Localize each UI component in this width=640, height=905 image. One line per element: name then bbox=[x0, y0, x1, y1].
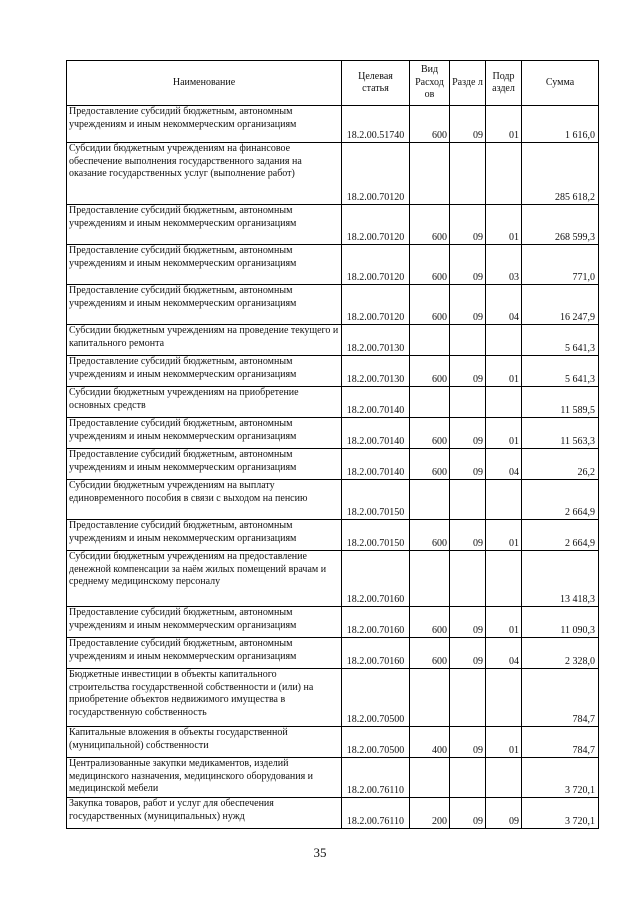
header-amount: Сумма bbox=[522, 61, 599, 106]
table-row bbox=[67, 143, 599, 205]
row-amount: 784,7 bbox=[522, 727, 599, 758]
row-name: Предоставление субсидий бюджетным, автономным учреждениям и иным некоммерческим организациям bbox=[67, 418, 342, 449]
row-amount: 268 599,3 bbox=[522, 205, 599, 245]
header-name: Наименование bbox=[67, 61, 342, 106]
row-name: Субсидии бюджетным учреждениям на проведение текущего и капитального ремонта bbox=[67, 325, 342, 356]
row-section: 09 bbox=[450, 205, 486, 245]
header-section: Разде л bbox=[450, 61, 486, 106]
table-row bbox=[67, 727, 599, 758]
row-subsection bbox=[486, 480, 522, 520]
row-target: 18.2.00.70140 bbox=[342, 449, 410, 480]
row-name: Предоставление субсидий бюджетным, автономным учреждениям и иным некоммерческим организациям bbox=[67, 106, 342, 143]
row-amount: 11 589,5 bbox=[522, 387, 599, 418]
header-subsection: Подр аздел bbox=[486, 61, 522, 106]
row-expense: 600 bbox=[410, 356, 450, 387]
row-target: 18.2.00.70130 bbox=[342, 356, 410, 387]
row-name: Субсидии бюджетным учреждениям на предоставление денежной компенсации за наём жилых помещений врачам и среднему медицинскому персоналу bbox=[67, 551, 342, 607]
row-target: 18.2.00.70120 bbox=[342, 143, 410, 205]
row-amount: 3 720,1 bbox=[522, 798, 599, 829]
row-name: Предоставление субсидий бюджетным, автономным учреждениям и иным некоммерческим организациям bbox=[67, 356, 342, 387]
row-expense bbox=[410, 325, 450, 356]
row-target: 18.2.00.70140 bbox=[342, 418, 410, 449]
row-section bbox=[450, 758, 486, 798]
row-subsection: 04 bbox=[486, 285, 522, 325]
row-target: 18.2.00.70120 bbox=[342, 205, 410, 245]
row-section: 09 bbox=[450, 638, 486, 669]
row-expense bbox=[410, 758, 450, 798]
row-expense: 600 bbox=[410, 418, 450, 449]
table-row bbox=[67, 205, 599, 245]
row-amount: 2 328,0 bbox=[522, 638, 599, 669]
row-expense: 200 bbox=[410, 798, 450, 829]
row-section: 09 bbox=[450, 449, 486, 480]
row-expense: 400 bbox=[410, 727, 450, 758]
row-expense: 600 bbox=[410, 106, 450, 143]
row-target: 18.2.00.70150 bbox=[342, 480, 410, 520]
table-row bbox=[67, 245, 599, 285]
table-header-row bbox=[67, 61, 599, 106]
row-name: Субсидии бюджетным учреждениям на приобретение основных средств bbox=[67, 387, 342, 418]
row-amount: 26,2 bbox=[522, 449, 599, 480]
row-amount: 784,7 bbox=[522, 669, 599, 727]
row-name: Предоставление субсидий бюджетным, автономным учреждениям и иным некоммерческим организациям bbox=[67, 607, 342, 638]
row-subsection: 04 bbox=[486, 638, 522, 669]
row-name: Предоставление субсидий бюджетным, автономным учреждениям и иным некоммерческим организациям bbox=[67, 638, 342, 669]
row-name: Предоставление субсидий бюджетным, автономным учреждениям и иным некоммерческим организациям bbox=[67, 245, 342, 285]
row-section: 09 bbox=[450, 727, 486, 758]
row-subsection: 09 bbox=[486, 798, 522, 829]
row-subsection: 01 bbox=[486, 106, 522, 143]
row-section: 09 bbox=[450, 798, 486, 829]
table-row bbox=[67, 356, 599, 387]
row-section bbox=[450, 143, 486, 205]
row-amount: 2 664,9 bbox=[522, 520, 599, 551]
row-target: 18.2.00.76110 bbox=[342, 798, 410, 829]
row-name: Субсидии бюджетным учреждениям на финансовое обеспечение выполнения государственного задания на оказание государственных услуг (выполнение работ) bbox=[67, 143, 342, 205]
row-name: Централизованные закупки медикаментов, изделий медицинского назначения, медицинского оборудования и медицинской мебели bbox=[67, 758, 342, 798]
row-amount: 5 641,3 bbox=[522, 325, 599, 356]
row-section: 09 bbox=[450, 520, 486, 551]
row-expense: 600 bbox=[410, 245, 450, 285]
row-section: 09 bbox=[450, 285, 486, 325]
row-section: 09 bbox=[450, 607, 486, 638]
row-amount: 5 641,3 bbox=[522, 356, 599, 387]
row-amount: 16 247,9 bbox=[522, 285, 599, 325]
table-row bbox=[67, 551, 599, 607]
table-row bbox=[67, 758, 599, 798]
table-row bbox=[67, 638, 599, 669]
row-amount: 13 418,3 bbox=[522, 551, 599, 607]
row-subsection bbox=[486, 669, 522, 727]
table-row bbox=[67, 418, 599, 449]
row-expense bbox=[410, 551, 450, 607]
row-target: 18.2.00.70120 bbox=[342, 245, 410, 285]
row-expense bbox=[410, 143, 450, 205]
row-expense: 600 bbox=[410, 638, 450, 669]
row-expense: 600 bbox=[410, 285, 450, 325]
row-subsection bbox=[486, 758, 522, 798]
row-expense: 600 bbox=[410, 205, 450, 245]
row-name: Предоставление субсидий бюджетным, автономным учреждениям и иным некоммерческим организациям bbox=[67, 520, 342, 551]
row-target: 18.2.00.70130 bbox=[342, 325, 410, 356]
row-subsection: 01 bbox=[486, 418, 522, 449]
row-name: Предоставление субсидий бюджетным, автономным учреждениям и иным некоммерческим организациям bbox=[67, 205, 342, 245]
header-target: Целевая статья bbox=[342, 61, 410, 106]
row-amount: 2 664,9 bbox=[522, 480, 599, 520]
row-target: 18.2.00.70500 bbox=[342, 727, 410, 758]
row-expense: 600 bbox=[410, 607, 450, 638]
row-section bbox=[450, 325, 486, 356]
row-subsection bbox=[486, 143, 522, 205]
row-subsection bbox=[486, 325, 522, 356]
row-target: 18.2.00.70160 bbox=[342, 638, 410, 669]
row-name: Капитальные вложения в объекты государственной (муниципальной) собственности bbox=[67, 727, 342, 758]
table-row bbox=[67, 607, 599, 638]
row-target: 18.2.00.70150 bbox=[342, 520, 410, 551]
row-amount: 11 563,3 bbox=[522, 418, 599, 449]
row-subsection: 04 bbox=[486, 449, 522, 480]
row-expense: 600 bbox=[410, 449, 450, 480]
table-row bbox=[67, 669, 599, 727]
row-expense: 600 bbox=[410, 520, 450, 551]
table-row bbox=[67, 325, 599, 356]
row-name: Субсидии бюджетным учреждениям на выплату единовременного пособия в связи с выходом на пенсию bbox=[67, 480, 342, 520]
row-expense bbox=[410, 480, 450, 520]
row-section bbox=[450, 387, 486, 418]
table-row bbox=[67, 285, 599, 325]
row-target: 18.2.00.70160 bbox=[342, 607, 410, 638]
row-target: 18.2.00.76110 bbox=[342, 758, 410, 798]
row-subsection bbox=[486, 387, 522, 418]
row-target: 18.2.00.70120 bbox=[342, 285, 410, 325]
header-expense: Вид Расход ов bbox=[410, 61, 450, 106]
row-section bbox=[450, 669, 486, 727]
row-name: Предоставление субсидий бюджетным, автономным учреждениям и иным некоммерческим организациям bbox=[67, 285, 342, 325]
row-subsection: 01 bbox=[486, 520, 522, 551]
row-section: 09 bbox=[450, 356, 486, 387]
row-subsection: 01 bbox=[486, 727, 522, 758]
table-row bbox=[67, 798, 599, 829]
table-row bbox=[67, 480, 599, 520]
row-subsection: 03 bbox=[486, 245, 522, 285]
page-number: 35 bbox=[313, 845, 327, 860]
row-amount: 285 618,2 bbox=[522, 143, 599, 205]
row-amount: 1 616,0 bbox=[522, 106, 599, 143]
budget-document bbox=[66, 60, 598, 829]
row-section bbox=[450, 480, 486, 520]
row-subsection: 01 bbox=[486, 356, 522, 387]
row-subsection: 01 bbox=[486, 205, 522, 245]
row-amount: 3 720,1 bbox=[522, 758, 599, 798]
row-name: Бюджетные инвестиции в объекты капитального строительства государственной собственности и (или) на приобретение объектов недвижимого имущества в государственную собственность bbox=[67, 669, 342, 727]
row-expense bbox=[410, 387, 450, 418]
row-target: 18.2.00.51740 bbox=[342, 106, 410, 143]
table-row bbox=[67, 106, 599, 143]
row-target: 18.2.00.70160 bbox=[342, 551, 410, 607]
row-section: 09 bbox=[450, 418, 486, 449]
table-row bbox=[67, 520, 599, 551]
row-amount: 11 090,3 bbox=[522, 607, 599, 638]
row-name: Закупка товаров, работ и услуг для обеспечения государственных (муниципальных) нужд bbox=[67, 798, 342, 829]
table-row bbox=[67, 387, 599, 418]
table-row bbox=[67, 449, 599, 480]
row-target: 18.2.00.70140 bbox=[342, 387, 410, 418]
row-subsection bbox=[486, 551, 522, 607]
row-amount: 771,0 bbox=[522, 245, 599, 285]
row-expense bbox=[410, 669, 450, 727]
row-target: 18.2.00.70500 bbox=[342, 669, 410, 727]
row-name: Предоставление субсидий бюджетным, автономным учреждениям и иным некоммерческим организациям bbox=[67, 449, 342, 480]
row-section: 09 bbox=[450, 106, 486, 143]
row-section: 09 bbox=[450, 245, 486, 285]
row-subsection: 01 bbox=[486, 607, 522, 638]
row-section bbox=[450, 551, 486, 607]
budget-table bbox=[66, 60, 599, 829]
